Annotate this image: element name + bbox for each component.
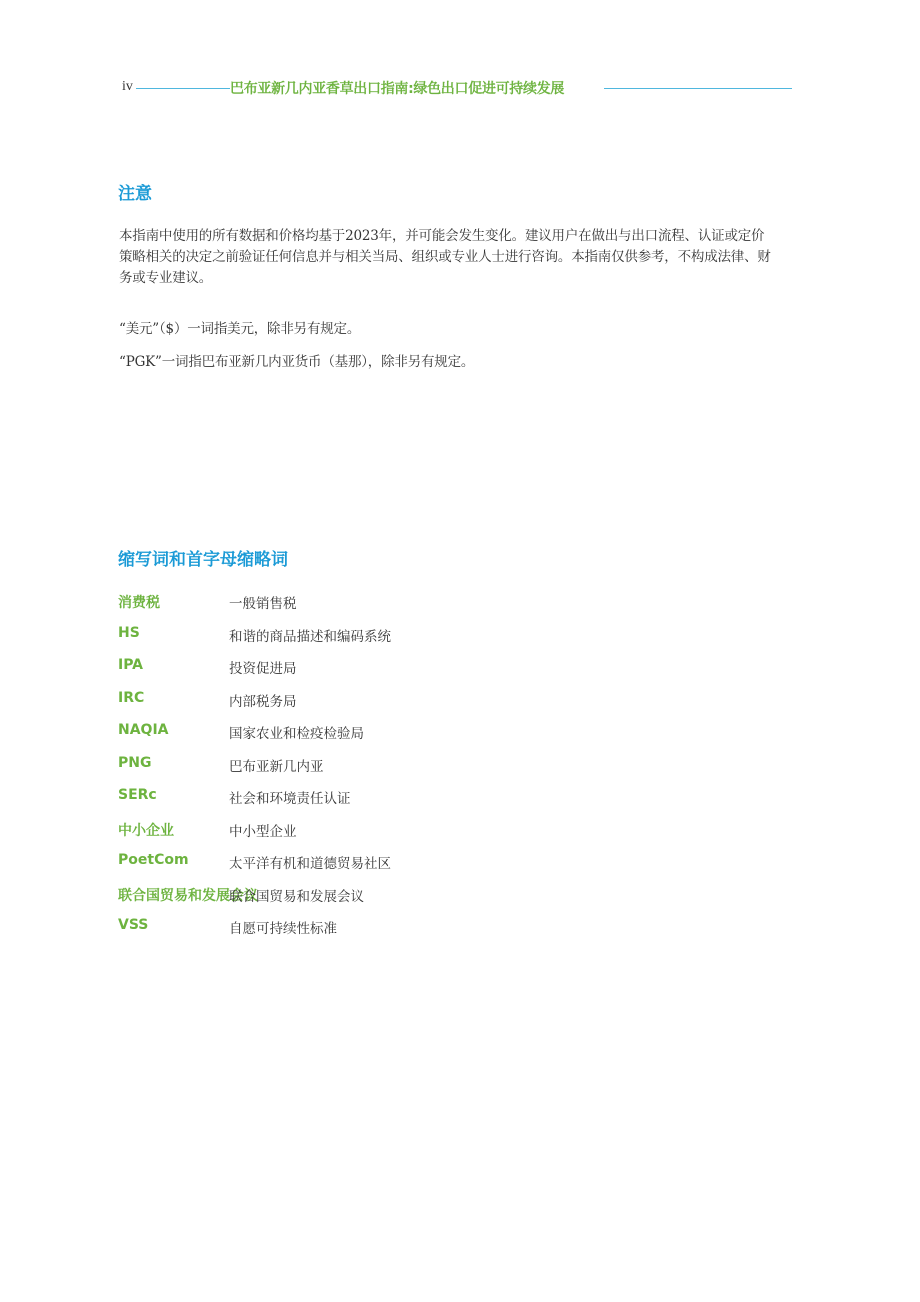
abbreviation-row — [118, 917, 518, 950]
abbreviation-row — [118, 852, 518, 885]
abbreviation-term: 中小企业 — [118, 822, 174, 839]
abbreviation-definition: 一般销售税 — [229, 596, 297, 612]
page-number: iv — [122, 79, 133, 94]
abbreviation-definition: 投资促进局 — [229, 661, 297, 677]
abbreviation-term: PoetCom — [118, 852, 189, 868]
abbreviation-term: PNG — [118, 754, 152, 771]
abbreviation-row — [118, 722, 518, 755]
notice-heading: 注意 — [118, 184, 152, 204]
header-rule-left — [136, 88, 230, 89]
abbreviation-definition: 国家农业和检疫检验局 — [229, 726, 364, 742]
notice-body — [119, 226, 774, 289]
abbreviation-term: HS — [118, 624, 140, 641]
usd-note: “美元”（$）一词指美元，除非另有规定。 — [119, 321, 361, 337]
notice-paragraph: 本指南中使用的所有数据和价格均基于2023年，并可能会发生变化。建议用户在做出与出口流程、认证或定价策略相关的决定之前验证任何信息并与相关当局、组织或专业人士进行咨询。本指南仅供参考，不构成法律、财务或专业建议。 — [119, 228, 771, 286]
abbreviation-definition: 太平洋有机和道德贸易社区 — [229, 856, 391, 872]
pgk-note: “PGK”一词指巴布亚新几内亚货币（基那），除非另有规定。 — [119, 354, 475, 370]
header-rule-right — [604, 88, 792, 89]
abbreviation-definition: 和谐的商品描述和编码系统 — [229, 628, 391, 645]
abbreviation-list — [118, 592, 518, 950]
abbreviation-definition: 联合国贸易和发展会议 — [229, 888, 364, 905]
abbreviation-row — [118, 885, 518, 918]
abbreviation-term: IRC — [118, 689, 145, 706]
abbreviation-row — [118, 820, 518, 853]
page-header — [122, 78, 792, 98]
abbreviations-heading: 缩写词和首字母缩略词 — [118, 550, 288, 570]
abbreviation-definition: 社会和环境责任认证 — [229, 791, 351, 807]
abbreviation-term: IPA — [118, 657, 144, 673]
abbreviation-row — [118, 690, 518, 723]
running-title: 巴布亚新几内亚香草出口指南:绿色出口促进可持续发展 — [230, 81, 565, 97]
abbreviation-term: 消费税 — [118, 595, 160, 611]
abbreviation-term: SERc — [118, 787, 157, 803]
abbreviation-definition: 中小型企业 — [229, 823, 297, 840]
abbreviation-row — [118, 592, 518, 625]
abbreviation-term: 联合国贸易和发展会议 — [118, 887, 258, 904]
abbreviation-row — [118, 787, 518, 820]
abbreviation-term: VSS — [118, 917, 149, 933]
abbreviation-definition: 内部税务局 — [229, 693, 297, 710]
abbreviation-row — [118, 625, 518, 658]
abbreviation-row — [118, 755, 518, 788]
abbreviation-row — [118, 657, 518, 690]
abbreviation-definition: 巴布亚新几内亚 — [229, 758, 324, 775]
abbreviation-term: NAQIA — [118, 722, 169, 738]
abbreviation-definition: 自愿可持续性标准 — [229, 921, 337, 937]
